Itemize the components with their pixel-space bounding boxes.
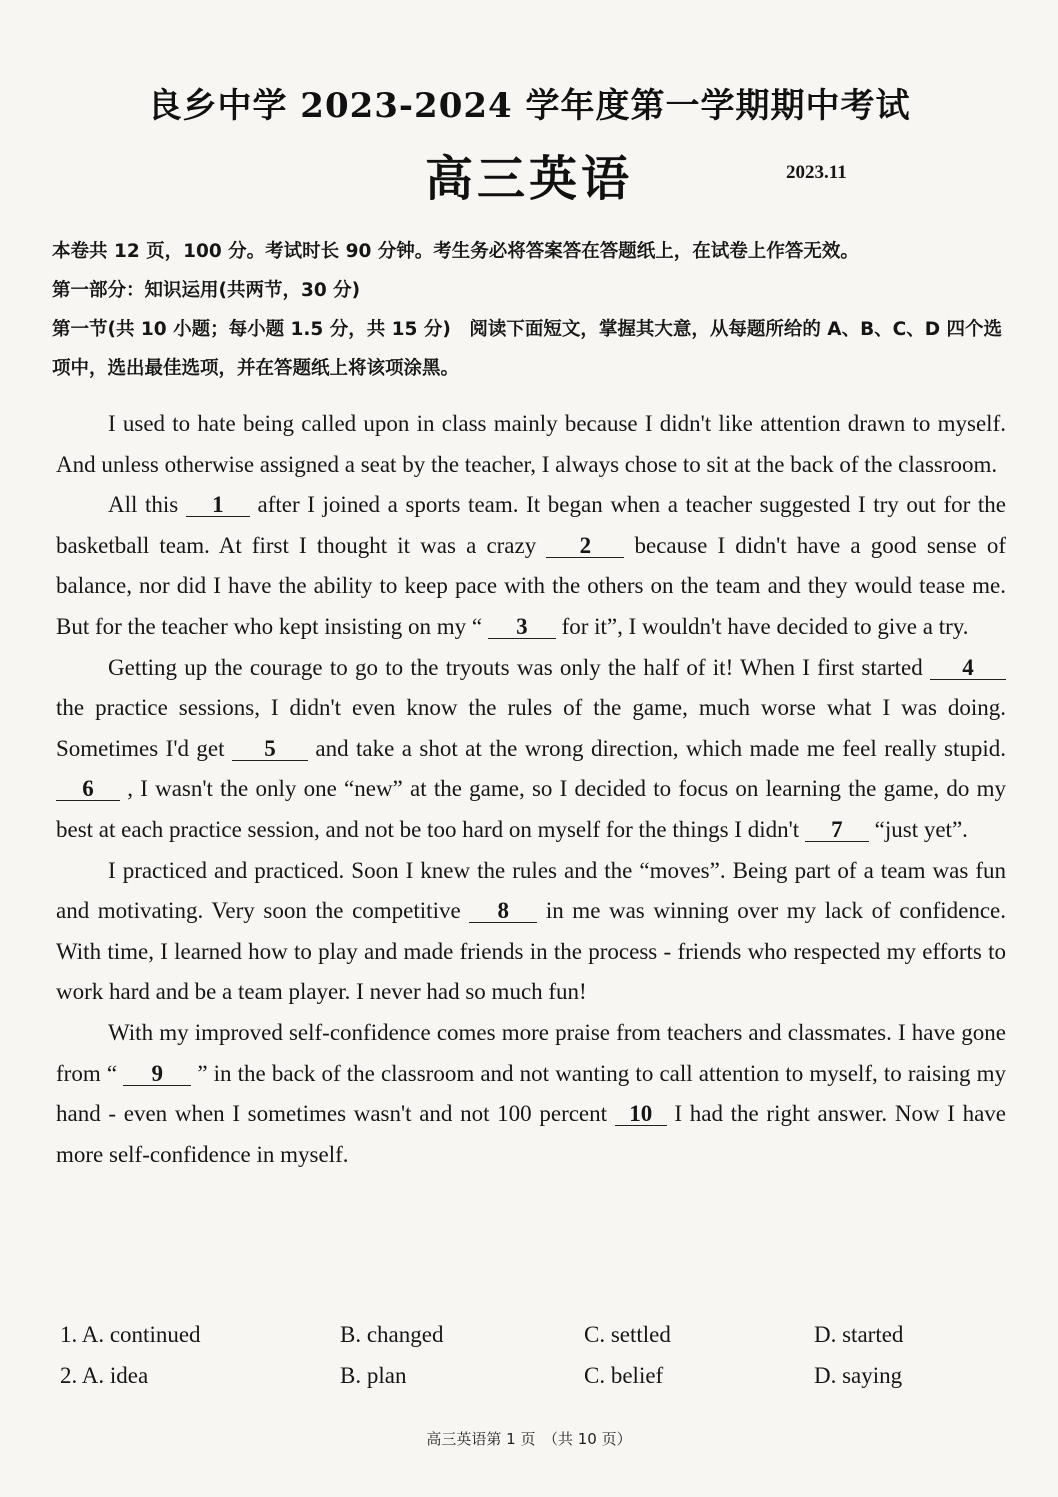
exam-date: 2023.11 bbox=[786, 162, 847, 183]
paragraph-1 bbox=[56, 404, 1006, 485]
question-number: 1. bbox=[60, 1322, 78, 1347]
blank-8: 8 bbox=[469, 900, 537, 923]
paragraph-text: the practice sessions, I didn't even know the rules of the game, much worse what I was doing. Sometimes I'd get bbox=[56, 695, 1006, 761]
paragraph-text: , I wasn't the only one “new” at the game, so I decided to focus on learning the game, do my best at each practice session, and not be too hard on myself for the things I didn't bbox=[56, 776, 1006, 842]
option-1c[interactable]: C. settled bbox=[584, 1322, 671, 1347]
paragraph-5 bbox=[56, 1013, 1006, 1175]
paragraph-text: and take a shot at the wrong direction, which made me feel really stupid. bbox=[307, 735, 1006, 761]
blank-2: 2 bbox=[546, 535, 624, 558]
option-1b[interactable]: B. changed bbox=[340, 1322, 444, 1347]
option-1d[interactable]: D. started bbox=[814, 1322, 904, 1347]
paragraph-text: I used to hate being called upon in class mainly because I didn't like attention drawn to myself. And unless otherwise assigned a seat by the teacher, I always chose to sit at the back of the classroom. bbox=[56, 411, 1006, 477]
paragraph-text: after I joined a sports team. It began when a teacher suggested I try out for the basketball team. At first I thought it was a crazy bbox=[56, 492, 1006, 558]
question-1 bbox=[60, 1322, 1000, 1363]
blank-10: 10 bbox=[615, 1103, 667, 1126]
blank-4: 4 bbox=[930, 657, 1006, 680]
paragraph-4 bbox=[56, 851, 1006, 1013]
option-2c[interactable]: C. belief bbox=[584, 1363, 664, 1388]
option-2d[interactable]: D. saying bbox=[814, 1363, 903, 1388]
blank-3: 3 bbox=[488, 616, 556, 639]
option-2a[interactable] bbox=[60, 1363, 148, 1389]
paragraph-text: ” in the back of the classroom and not wanting to call attention to myself, to raising my hand - even when I sometimes wasn't and not 100 percent bbox=[56, 1060, 1007, 1127]
option-2b[interactable]: B. plan bbox=[340, 1363, 407, 1388]
instructions-general: 本卷共 12 页，100 分。考试时长 90 分钟。考生务必将答案答在答题纸上，在试卷上作答无效。 bbox=[52, 241, 859, 262]
paragraph-text: “just yet”. bbox=[868, 816, 968, 842]
question-options bbox=[60, 1322, 1000, 1404]
blank-9: 9 bbox=[123, 1063, 191, 1086]
paragraph-text: I practiced and practiced. Soon I knew the rules and the “moves”. Being part of a team was fun and motivating. Very soon the competitive bbox=[56, 857, 1006, 924]
cloze-passage bbox=[56, 404, 1006, 1175]
paragraph-text: for it”, I wouldn't have decided to give a try. bbox=[555, 613, 969, 639]
paragraph-text: With my improved self-confidence comes more praise from teachers and classmates. I have gone from “ bbox=[56, 1019, 1006, 1086]
paragraph-text: I had the right answer. Now I have more self-confidence in myself. bbox=[56, 1101, 1006, 1167]
section-one-directions: 第一节(共 10 小题；每小题 1.5 分，共 15 分) 阅读下面短文，掌握其大意，从每题所给的 A、B、C、D 四个选项中，选出最佳选项，并在答题纸上将该项涂黑。 bbox=[52, 319, 1003, 379]
question-number: 2. bbox=[60, 1363, 78, 1388]
subject-title: 高三英语 bbox=[424, 151, 633, 207]
paragraph-3 bbox=[56, 648, 1006, 851]
page-footer: 高三英语第 1 页 （共 10 页） bbox=[426, 1430, 632, 1448]
blank-5: 5 bbox=[232, 738, 308, 761]
paragraph-2 bbox=[56, 485, 1006, 647]
exam-title: 良乡中学 2023-2024 学年度第一学期期中考试 bbox=[147, 86, 911, 126]
instructions bbox=[52, 232, 1008, 388]
paragraph-text: Getting up the courage to go to the tryouts was only the half of it! When I first started bbox=[108, 654, 930, 680]
blank-6: 6 bbox=[56, 778, 120, 801]
option-label: A. idea bbox=[81, 1363, 149, 1388]
option-1a[interactable] bbox=[60, 1322, 201, 1348]
paragraph-text: because I didn't have a good sense of balance, nor did I have the ability to keep pace with the others on the team and they would tease me. But for the teacher who kept insisting on my “ bbox=[56, 532, 1006, 639]
blank-7: 7 bbox=[805, 819, 869, 842]
paragraph-text: in me was winning over my lack of confidence. With time, I learned how to play and made friends in the process - friends who respected my efforts to work hard and be a team player. I never had so much fun! bbox=[56, 898, 1006, 1005]
blank-1: 1 bbox=[186, 494, 250, 517]
option-label: A. continued bbox=[81, 1322, 201, 1347]
question-2 bbox=[60, 1363, 1000, 1404]
part-one-heading: 第一部分：知识运用(共两节，30 分) bbox=[52, 280, 361, 301]
paragraph-text: All this bbox=[108, 492, 186, 518]
